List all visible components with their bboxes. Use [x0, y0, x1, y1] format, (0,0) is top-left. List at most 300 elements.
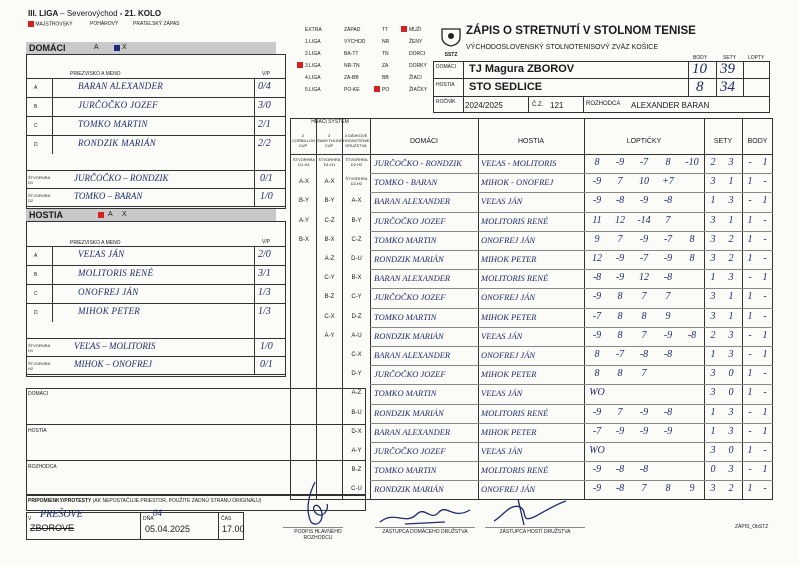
game-home-player: RONDZIK MARIÁN — [374, 254, 444, 264]
points-col-header: BODY — [747, 138, 768, 145]
doubles-slot: ŠTVORHRA D2 — [28, 193, 51, 203]
season-label: ROČNÍK — [436, 99, 456, 105]
game-home-player: JURČOČKO - RONDZIK — [374, 158, 462, 168]
point-score: 1 — [747, 233, 753, 245]
ball-score: -8 — [592, 272, 602, 284]
category-checkbox-majstrovsky[interactable] — [28, 21, 34, 27]
system-header: HRACÍ SYSTÉM — [311, 119, 349, 125]
ball-score: -8 — [687, 329, 697, 341]
set-score: 3 — [728, 406, 734, 418]
point-score: 1 — [747, 310, 753, 322]
system-pair: D-U — [351, 256, 362, 262]
set-score: 1 — [728, 214, 734, 226]
place-struck: ZBOROVE — [30, 523, 75, 533]
doubles-slot: ŠTVORHRA D1 — [28, 175, 51, 185]
game-away-player: MIHOK PETER — [481, 426, 537, 437]
system-pair: ŠTVORHRA D1-H1 — [318, 157, 341, 167]
system-pair: A-Z — [324, 256, 335, 262]
set-score: 1 — [710, 349, 716, 360]
set-score: 1 — [710, 195, 716, 207]
tt-header: TT — [382, 27, 389, 33]
point-score: - — [763, 310, 767, 322]
set-score: 3 — [710, 176, 716, 188]
system-pair: D-Z — [351, 313, 362, 320]
set-score: 1 — [728, 291, 734, 303]
point-score: 1 — [747, 387, 753, 399]
game-away-player: MIHOK PETER — [481, 311, 537, 322]
league-header — [28, 9, 161, 18]
player-name: ONOFREJ JÁN — [78, 287, 139, 297]
ball-score: -8 — [663, 406, 673, 418]
sig-away-label: ZÁSTUPCA HOSTÍ DRUŽSTVA — [499, 529, 571, 535]
set-score: 2 — [710, 157, 716, 168]
point-score: 1 — [747, 291, 753, 303]
ball-score: -9 — [615, 157, 625, 168]
system-pair: A-U — [351, 332, 362, 339]
round-label: - 21. KOLO — [119, 9, 162, 18]
point-score: 1 — [762, 195, 768, 207]
home-signature — [375, 500, 475, 530]
game-away-player: MIHOK PETER — [481, 254, 537, 264]
set-score: 3 — [710, 310, 716, 322]
game-away-player: MOLITORIS RENÉ — [481, 215, 549, 226]
point-score: 1 — [762, 157, 768, 168]
ball-score: 8 — [665, 157, 671, 168]
domaci-section-header: DOMÁCI A X — [26, 42, 276, 54]
ball-score: 7 — [641, 483, 647, 495]
sstz-logo: SSTZ — [440, 27, 462, 53]
doubles-vp: 0/1 — [260, 359, 273, 370]
game-home-player: JURČOČKO JOZEF — [374, 369, 446, 380]
po-checkbox[interactable] — [374, 86, 380, 92]
official-rozhodca-label: ROZHODCA — [28, 464, 57, 470]
ball-score: -9 — [663, 253, 673, 264]
set-score: 3 — [710, 387, 716, 399]
category-majstrovsky: MAJSTROVSKÝ — [35, 21, 73, 28]
ball-score: 7 — [641, 329, 647, 341]
ball-score: -7 — [592, 310, 602, 322]
ball-score: -9 — [639, 406, 649, 418]
ball-score: 8 — [665, 483, 671, 495]
player-name: JURČOČKO JOZEF — [78, 100, 158, 110]
game-home-player: BARAN ALEXANDER — [374, 426, 451, 437]
league-name: III. LIGA — [28, 9, 58, 18]
ball-score: 7 — [641, 368, 647, 380]
doubles-name: MIHOK – ONOFREJ — [74, 359, 152, 369]
game-home-player: JURČOČKO JOZEF — [374, 215, 446, 226]
sets-col-header: SETY — [713, 138, 733, 145]
game-home-player: RONDZIK MARIÁN — [374, 330, 444, 341]
game-home-player: TOMKO MARTIN — [374, 311, 437, 322]
player-slot: C — [34, 291, 38, 297]
ball-score: -7 — [639, 253, 649, 264]
lopty-header: LOPTY — [748, 55, 765, 61]
point-score: - — [763, 291, 767, 303]
system-pair: B-X — [351, 275, 362, 282]
game-home-player: BARAN ALEXANDER — [374, 350, 451, 360]
system-pair: A-Y — [298, 217, 309, 224]
ball-score: -9 — [592, 291, 602, 303]
ball-score: -7 — [592, 425, 602, 437]
system-pair: A-X — [324, 179, 335, 186]
game-away-player: ONOFREJ JÁN — [481, 234, 536, 245]
official-hostia-label: HOSTIA — [28, 428, 47, 434]
ball-score: -8 — [663, 349, 673, 360]
ball-score: -9 — [592, 176, 602, 188]
set-score: 3 — [728, 272, 734, 284]
game-home-player: BARAN ALEXANDER — [374, 273, 451, 284]
point-score: 1 — [762, 329, 768, 341]
player-name: VEĽAS JÁN — [78, 249, 125, 259]
game-away-player: MOLITORIS RENÉ — [481, 407, 549, 418]
system-pair: A-X — [298, 179, 309, 186]
home-team: TJ Magura ZBOROV — [469, 63, 575, 75]
player-vp: 2/1 — [258, 119, 271, 130]
ball-score: 8 — [617, 310, 623, 322]
player-vp: 3/1 — [258, 268, 271, 279]
set-score: 3 — [728, 329, 734, 341]
ball-score: 9 — [594, 233, 600, 245]
ball-score: -8 — [639, 349, 649, 360]
ball-score: +7 — [662, 176, 674, 188]
player-vp: 2/2 — [258, 138, 271, 149]
game-away-player: MIHOK PETER — [481, 369, 537, 380]
player-slot: B — [34, 104, 38, 110]
player-slot: C — [34, 123, 38, 129]
ball-score: -9 — [639, 425, 649, 437]
game-away-player: ONOFREJ JÁN — [481, 350, 536, 360]
game-away-player: VEĽAS - MOLITORIS — [481, 158, 557, 168]
point-score: - — [748, 329, 752, 341]
system-pair: ŠTVORHRA D2-H2 — [345, 176, 368, 187]
game-away-player: VEĽAS JÁN — [481, 196, 523, 207]
set-score: 0 — [710, 464, 716, 476]
system-pair: D-X — [351, 428, 362, 435]
official-domaci-label: DOMÁCI — [28, 391, 48, 397]
ball-score: -8 — [639, 464, 649, 476]
form-code: ZÁPIS_ObSTZ — [735, 524, 769, 530]
point-score: 1 — [747, 368, 753, 380]
home-label: DOMÁCI — [436, 64, 456, 70]
ball-score: 12 — [592, 253, 602, 264]
set-score: 3 — [728, 157, 734, 168]
set-score: 3 — [728, 464, 734, 476]
set-score: 2 — [710, 329, 716, 341]
ball-score: -7 — [663, 233, 673, 245]
ball-score: -9 — [663, 425, 673, 437]
player-slot: D — [34, 142, 38, 148]
match-time: 17.00 — [222, 524, 245, 534]
doubles-vp: 1/0 — [260, 341, 273, 352]
ball-score: WO — [589, 445, 605, 456]
form-title: ZÁPIS O STRETNUTÍ V STOLNOM TENISE — [466, 25, 696, 37]
form-subtitle: VÝCHODOSLOVENSKÝ STOLNOTENISOVÝ ZVÄZ KOŠICE — [466, 44, 659, 51]
game-home-player: TOMKO MARTIN — [374, 388, 437, 399]
ball-score: -9 — [615, 425, 625, 437]
away-signature — [490, 495, 570, 529]
point-score: - — [748, 425, 752, 437]
game-away-player: VEĽAS JÁN — [481, 446, 523, 456]
ball-score: 8 — [689, 233, 695, 245]
player-name: TOMKO MARTIN — [78, 119, 148, 129]
away-body: 8 — [696, 79, 704, 95]
body-header: BODY — [693, 55, 708, 61]
point-score: - — [763, 445, 767, 456]
ball-score: 7 — [665, 291, 671, 303]
date-written: 04 — [153, 508, 162, 518]
player-name: MIHOK PETER — [78, 306, 141, 316]
referee-label: ROZHODCA — [586, 101, 621, 107]
ball-score: -8 — [663, 272, 673, 284]
point-score: - — [748, 406, 752, 418]
muzi-checkbox[interactable] — [401, 26, 407, 32]
doubles-slot: ŠTVORHRA H1 — [28, 343, 51, 353]
set-score: 2 — [728, 483, 734, 495]
game-home-player: TOMKO - BARAN — [374, 177, 438, 188]
match-date: 05.04.2025 — [145, 524, 191, 534]
system-pair: B-Z — [324, 294, 335, 301]
system-pair: A-Y — [351, 448, 362, 454]
system-pair: A-Y — [324, 332, 335, 339]
ball-score: -8 — [615, 483, 625, 495]
system-pair: A-X — [351, 198, 362, 205]
point-score: 1 — [747, 253, 753, 264]
player-slot: A — [34, 253, 38, 259]
ball-score: 11 — [592, 214, 602, 226]
sig-home-label: ZÁSTUPCA DOMÁCEHO DRUŽSTVA — [382, 529, 468, 535]
player-name: RONDZIK MARIÁN — [78, 138, 156, 148]
system-pair: B-X — [298, 236, 309, 243]
ball-score: 8 — [594, 368, 600, 380]
hostia-table — [26, 221, 286, 377]
point-score: 1 — [747, 445, 753, 456]
set-score: 0 — [728, 387, 734, 399]
ball-score: -9 — [663, 329, 673, 341]
point-score: 1 — [762, 425, 768, 437]
set-score: 3 — [728, 425, 734, 437]
doubles-vp: 1/0 — [260, 191, 273, 202]
ball-score: 8 — [594, 349, 600, 360]
player-slot: A — [34, 85, 38, 91]
away-team: STO SEDLICE — [469, 81, 543, 93]
system-pair: B-Y — [351, 217, 362, 224]
set-score: 3 — [710, 233, 716, 245]
point-score: 1 — [762, 464, 768, 476]
point-score: - — [748, 195, 752, 207]
set-score: 1 — [710, 406, 716, 418]
ball-score: 8 — [689, 253, 695, 264]
system-pair: C-Y — [351, 294, 362, 301]
system-pair: B-X — [324, 236, 335, 243]
league-extra-table: EXTRA ZÁPAD TT MUŽI 1.LIGA VÝCHOD NR ŽENY 2.LIGA BA-TT TN DORCI 3.LIGA NR-TN ZA DORKY 4.LIGA ZA-BB BB ŽIACI 5.LIGA PO-KE PO ŽIAČKY — [305, 27, 430, 97]
ball-score: -8 — [615, 464, 625, 476]
ball-score: WO — [589, 387, 605, 399]
ball-score: 7 — [617, 233, 623, 245]
extra-header: EXTRA — [305, 27, 322, 33]
home-sety: 39 — [720, 61, 735, 77]
player-vp: 3/0 — [258, 100, 271, 111]
ball-score: 8 — [617, 291, 623, 303]
player-name: MOLITORIS RENÉ — [78, 268, 154, 278]
doubles-name: VEĽAS – MOLITORIS — [74, 341, 156, 351]
away-col-header: HOSTIA — [517, 138, 545, 145]
point-score: - — [763, 483, 767, 495]
set-score: 2 — [728, 253, 734, 264]
point-score: - — [748, 464, 752, 476]
set-score: 2 — [728, 233, 734, 245]
ball-score: -8 — [615, 195, 625, 207]
player-vp: 1/3 — [258, 287, 271, 298]
season: 2024/2025 — [465, 101, 503, 110]
player-slot: D — [34, 310, 38, 316]
ball-score: 10 — [639, 176, 649, 188]
liga3-checkbox[interactable] — [297, 62, 303, 68]
player-slot: B — [34, 272, 38, 278]
muzi-header: MUŽI — [409, 27, 422, 33]
point-score: 1 — [747, 483, 753, 495]
point-score: 1 — [762, 272, 768, 284]
set-score: 3 — [710, 483, 716, 495]
ball-score: -9 — [615, 272, 625, 284]
point-score: - — [763, 176, 767, 188]
game-away-player: VEĽAS JÁN — [481, 330, 523, 341]
game-away-player: ONOFREJ JÁN — [481, 484, 536, 495]
ball-score: -7 — [639, 157, 649, 168]
set-score: 3 — [710, 253, 716, 264]
player-name: BARAN ALEXANDER — [78, 81, 164, 91]
ball-score: 7 — [641, 291, 647, 303]
system-pair: B-Y — [324, 198, 335, 205]
system-pair: C-Z — [324, 217, 335, 224]
player-vp: 0/4 — [258, 81, 271, 92]
ball-score: -9 — [639, 195, 649, 207]
category-pratelsky: PRATELSKÝ ZÁPAS — [133, 21, 180, 27]
game-home-player: TOMKO MARTIN — [374, 234, 437, 245]
game-away-player: MOLITORIS RENÉ — [481, 273, 549, 284]
away-sety: 34 — [720, 79, 735, 95]
point-score: - — [763, 233, 767, 245]
system-pair: B-Z — [351, 467, 362, 474]
away-label: HOSTIA — [436, 82, 455, 88]
ball-score: -14 — [637, 214, 651, 226]
ball-score: -9 — [592, 464, 602, 476]
ball-score: 7 — [665, 214, 671, 226]
remarks-label: PRIPOMIENKY/PROTESTY (AK NEPOSTAČUJE PRIESTOR, POUŽITE ZADNÚ STRANU ORIGINÁLU) — [28, 498, 262, 504]
set-score: 3 — [710, 368, 716, 380]
sig-referee-label: PODPIS HLAVNÉHO ROZHODCU — [294, 529, 342, 541]
ball-score: 12 — [615, 214, 625, 226]
game-home-player: JURČOČKO JOZEF — [374, 446, 446, 456]
balls-col-header: LOPTIČKY — [626, 138, 662, 145]
system-pair: C-X — [324, 313, 335, 320]
ball-score: -9 — [639, 233, 649, 245]
system-pair: B-U — [351, 409, 362, 416]
player-vp: 2/0 — [258, 249, 271, 260]
ball-score: -9 — [592, 195, 602, 207]
point-score: - — [763, 214, 767, 226]
category-poharovy: POHÁROVÝ — [90, 21, 119, 27]
ball-score: 7 — [617, 406, 623, 418]
match-category — [28, 21, 218, 27]
ball-score: 9 — [665, 310, 671, 322]
set-score: 1 — [710, 272, 716, 284]
point-score: 1 — [762, 349, 768, 360]
system-pair: C-Y — [324, 275, 335, 282]
point-score: 1 — [762, 406, 768, 418]
ball-score: -9 — [592, 483, 602, 495]
system-pair: C-U — [351, 486, 362, 493]
system-pair: C-Z — [351, 236, 362, 243]
game-away-player: VEĽAS JÁN — [481, 388, 523, 399]
league-region: – Severovýchod — [60, 9, 118, 18]
point-score: 1 — [747, 176, 753, 188]
system-pair: B-Y — [298, 198, 309, 205]
game-home-player: RONDZIK MARIÁN — [374, 407, 444, 418]
set-score: 3 — [710, 291, 716, 303]
doubles-name: JURČOČKO – RONDZIK — [74, 173, 169, 183]
point-score: - — [748, 157, 752, 168]
home-col-header: DOMÁCI — [410, 138, 438, 145]
point-score: 1 — [747, 214, 753, 226]
game-home-player: JURČOČKO JOZEF — [374, 292, 446, 303]
ball-score: 7 — [617, 176, 623, 188]
set-score: 3 — [728, 349, 734, 360]
ball-score: 8 — [641, 310, 647, 322]
set-score: 3 — [710, 214, 716, 226]
doubles-name: TOMKO – BARAN — [74, 191, 143, 201]
referee-name: ALEXANDER BARAN — [631, 101, 710, 110]
set-score: 1 — [710, 425, 716, 437]
game-away-player: MIHOK - ONOFREJ — [481, 177, 554, 188]
match-no-label: Č.Z. — [532, 102, 544, 108]
game-home-player: BARAN ALEXANDER — [374, 196, 451, 207]
ball-score: -9 — [615, 253, 625, 264]
point-score: - — [748, 349, 752, 360]
point-score: - — [763, 253, 767, 264]
shield-icon — [440, 27, 462, 47]
point-score: - — [763, 387, 767, 399]
ball-score: -9 — [592, 329, 602, 341]
sety-header: SETY — [723, 55, 737, 61]
ball-score: 8 — [617, 329, 623, 341]
game-home-player: TOMKO MARTIN — [374, 465, 437, 476]
doubles-vp: 0/1 — [260, 173, 273, 184]
system-pair: A-Z — [351, 390, 362, 397]
system-pair: D-Y — [351, 371, 362, 378]
set-score: 3 — [710, 445, 716, 456]
ball-score: -8 — [663, 195, 673, 207]
point-score: - — [748, 272, 752, 284]
player-vp: 1/3 — [258, 306, 271, 317]
game-away-player: MOLITORIS RENÉ — [481, 465, 549, 476]
point-score: - — [763, 368, 767, 380]
set-score: 0 — [728, 368, 734, 380]
ball-score: -7 — [615, 349, 625, 360]
system-pair: ŠTVORHRA D2-H2 — [345, 157, 368, 167]
set-score: 3 — [728, 195, 734, 207]
system-pair: C-X — [351, 352, 362, 358]
ball-score: -10 — [685, 157, 699, 168]
ball-score: 12 — [639, 272, 649, 284]
set-score: 1 — [728, 176, 734, 188]
ball-score: -9 — [592, 406, 602, 418]
ball-score: 9 — [689, 483, 695, 495]
set-score: 0 — [728, 445, 734, 456]
game-away-player: ONOFREJ JÁN — [481, 292, 536, 303]
match-no: 121 — [550, 101, 564, 110]
place-written: PREŠOVE — [40, 509, 83, 520]
doubles-slot: ŠTVORHRA H2 — [28, 361, 51, 371]
